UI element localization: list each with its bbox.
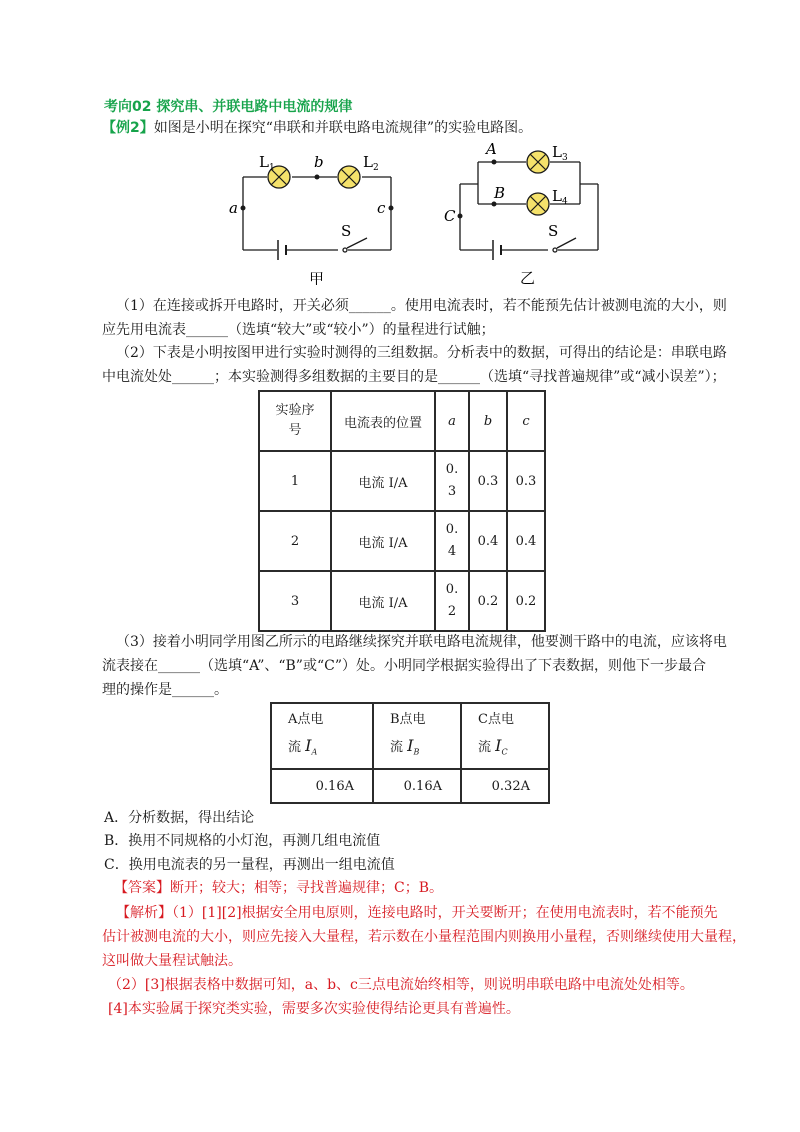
lamp-L2-icon	[338, 166, 360, 188]
data-table-parallel	[270, 702, 550, 804]
option-a: A．分析数据，得出结论	[104, 810, 255, 826]
option-c: C．换用电流表的另一量程，再测出一组电流值	[104, 857, 395, 873]
data-table-series	[258, 390, 546, 632]
label-S: S	[341, 222, 352, 240]
analysis-line2: 估计被测电流的大小，则应先接入大量程，若示数在小量程范围内则换用小量程，否则继续使用大量程，	[102, 929, 746, 945]
example-intro	[102, 118, 702, 138]
label-A: A	[486, 140, 497, 158]
analysis-line1: 【解析】（1）[1][2]根据安全用电原则，连接电路时，开关要断开；在使用电流表时，若不能预先	[116, 905, 718, 921]
q3-line1: （3）接着小明同学用图乙所示的电路继续探究并联电路电流规律，他要测干路中的电流，应该将电	[116, 634, 727, 650]
th-position: 电流表的位置	[331, 391, 435, 451]
th-number: 实验序 号	[259, 391, 331, 451]
q2-line1: （2）下表是小明按图甲进行实验时测得的三组数据。分析表中的数据，可得出的结论是：串联电路	[116, 345, 727, 361]
label-C: C	[444, 207, 456, 225]
th-c: c	[507, 391, 545, 451]
q3-line2: 流表接在______（选填“A”、“B”或“C”）处。小明同学根据实验得出了下表数据，则他下一步最合	[102, 658, 706, 674]
q2-line2: 中电流处处______；本实验测得多组数据的主要目的是______（选填“寻找普遍规律”或“减小误差”）；	[102, 369, 726, 385]
th-IA: A点电 流 $I_A$	[271, 703, 373, 769]
section-heading: 考向02 探究串、并联电路中电流的规律	[104, 99, 353, 115]
th-a: a	[435, 391, 469, 451]
table-row: 2 电流 I/A 0. 4 0.4 0.4	[259, 511, 545, 571]
th-IC: C点电 流 $I_C$	[461, 703, 549, 769]
label-L1: $L_1$	[259, 153, 275, 173]
table-row: 0.16A 0.16A 0.32A	[271, 769, 549, 803]
caption-yi: 乙	[520, 269, 536, 285]
lamp-L4-icon	[527, 193, 549, 215]
th-b: b	[469, 391, 507, 451]
answer: 【答案】断开；较大；相等；寻找普遍规律；C；B。	[114, 880, 443, 896]
example-intro-text: 如图是小明在探究“串联和并联电路电流规律”的实验电路图。	[153, 120, 533, 136]
q1-line1: （1）在连接或拆开电路时，开关必须______。使用电流表时，若不能预先估计被测电流的大小，则	[116, 298, 727, 314]
label-L3: $L_3$	[552, 143, 568, 163]
label-B: B	[494, 184, 506, 202]
option-b: B．换用不同规格的小灯泡，再测几组电流值	[104, 833, 381, 849]
analysis-line3: 这叫做大量程试触法。	[102, 953, 242, 969]
analysis-line4: （2）[3]根据表格中数据可知，a、b、c三点电流始终相等，则说明串联电路中电流处处相等。	[108, 977, 694, 993]
analysis-line5: [4]本实验属于探究类实验，需要多次实验使得结论更具有普遍性。	[108, 1001, 520, 1017]
label-b: b	[314, 153, 324, 171]
table-row: 3 电流 I/A 0. 2 0.2 0.2	[259, 571, 545, 631]
label-L4: $L_4$	[552, 187, 568, 207]
label-S2: S	[548, 222, 559, 240]
circuit-diagram-jia	[225, 150, 410, 285]
th-IB: B点电 流 $I_B$	[373, 703, 461, 769]
lamp-L3-icon	[527, 151, 549, 173]
circuit-diagram-yi	[440, 140, 610, 285]
caption-jia: 甲	[309, 270, 325, 285]
label-c: c	[377, 199, 386, 217]
example-tag: 【例2】	[102, 120, 154, 136]
table-row: 1 电流 I/A 0. 3 0.3 0.3	[259, 451, 545, 511]
q3-line3: 理的操作是______。	[102, 682, 228, 698]
label-L2: $L_2$	[363, 153, 379, 173]
label-a: a	[229, 199, 238, 217]
q1-line2: 应先用电流表______（选填“较大”或“较小”）的量程进行试触；	[102, 322, 495, 338]
